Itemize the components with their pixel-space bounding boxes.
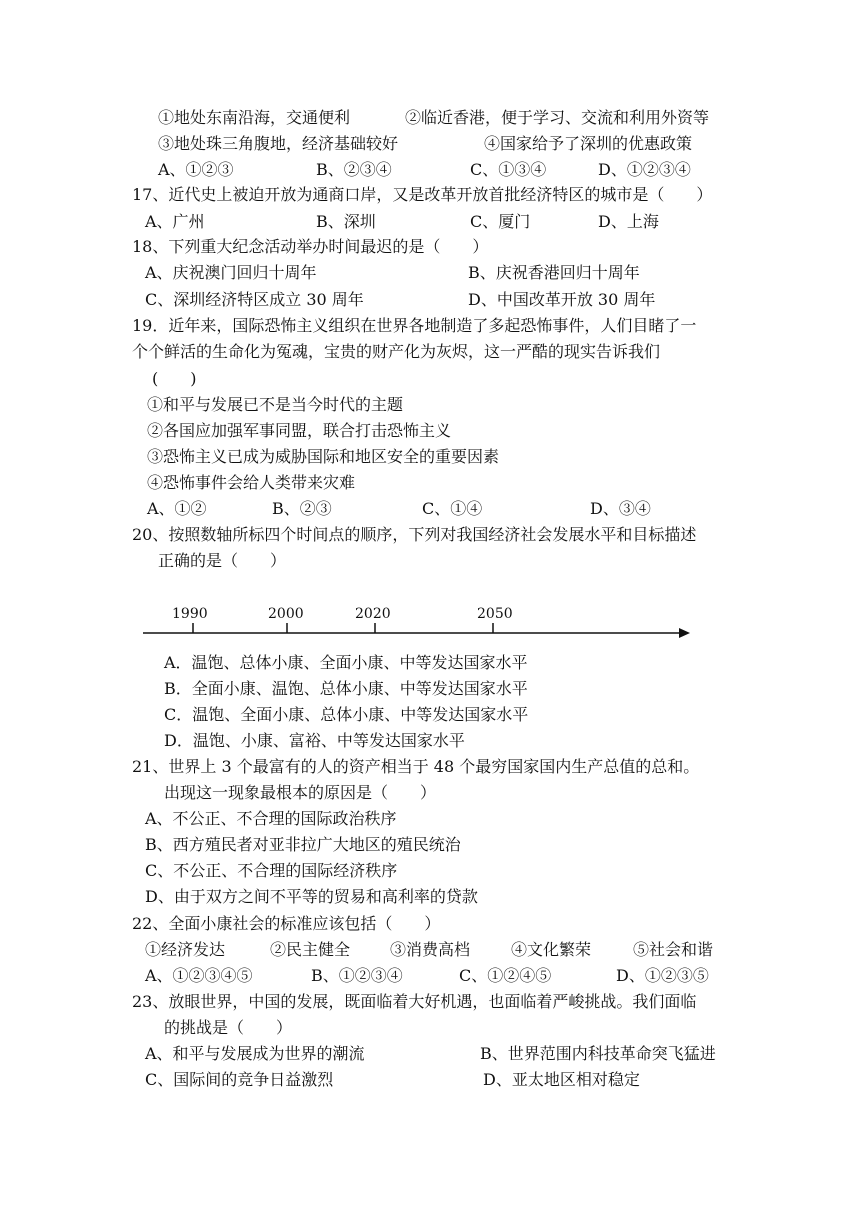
q19-choice-d: D、③④ xyxy=(590,499,651,518)
q21-stem-line-2: 出现这一现象最根本的原因是（ ） xyxy=(164,783,437,802)
q19-option-1: ①和平与发展已不是当今时代的主题 xyxy=(147,395,404,414)
timeline-label-2050: 2050 xyxy=(477,606,513,622)
q16-option-3: ③地处珠三角腹地，经济基础较好 xyxy=(158,134,399,153)
q17-choice-c: C、厦门 xyxy=(470,212,531,231)
q19-option-2: ②各国应加强军事同盟，联合打击恐怖主义 xyxy=(147,421,452,440)
q23-choice-a: A、和平与发展成为世界的潮流 xyxy=(145,1044,365,1063)
q21-stem-line-1: 21、世界上 3 个最富有的人的资产相当于 48 个最穷国家国内生产总值的总和。 xyxy=(132,757,700,776)
q16-choice-d: D、①②③④ xyxy=(598,160,691,179)
q16-option-4: ④国家给予了深圳的优惠政策 xyxy=(484,134,693,153)
q22-option-5: ⑤社会和谐 xyxy=(633,940,714,959)
timeline-arrow-head xyxy=(679,628,690,638)
q16-choice-b: B、②③④ xyxy=(316,160,392,179)
q16-option-2: ②临近香港，便于学习、交流和利用外资等 xyxy=(405,108,710,127)
q16-option-1: ①地处东南沿海，交通便利 xyxy=(158,108,351,127)
q20-choice-b: B．全面小康、温饱、总体小康、中等发达国家水平 xyxy=(164,679,528,698)
q18-stem: 18、下列重大纪念活动举办时间最迟的是（ ） xyxy=(132,237,489,256)
q17-choice-d: D、上海 xyxy=(598,212,659,231)
q23-choice-b: B、世界范围内科技革命突飞猛进 xyxy=(480,1044,716,1063)
q23-stem-line-2: 的挑战是（ ） xyxy=(164,1018,293,1037)
q19-choice-c: C、①④ xyxy=(422,499,483,518)
q18-choice-c: C、深圳经济特区成立 30 周年 xyxy=(145,290,364,309)
timeline-label-2020: 2020 xyxy=(355,606,391,622)
q19-choice-b: B、②③ xyxy=(272,499,332,518)
q23-choice-d: D、亚太地区相对稳定 xyxy=(483,1070,640,1089)
q19-option-4: ④恐怖事件会给人类带来灾难 xyxy=(147,473,356,492)
q21-choice-b: B、西方殖民者对亚非拉广大地区的殖民统治 xyxy=(145,835,461,854)
q22-stem: 22、全面小康社会的标准应该包括（ ） xyxy=(132,914,441,933)
q20-choice-d: D．温饱、小康、富裕、中等发达国家水平 xyxy=(164,731,465,750)
q22-option-3: ③消费高档 xyxy=(390,940,471,959)
q20-stem-line-2: 正确的是（ ） xyxy=(158,551,287,570)
q22-option-2: ②民主健全 xyxy=(270,940,351,959)
q20-choice-c: C．温饱、全面小康、总体小康、中等发达国家水平 xyxy=(164,705,529,724)
q18-choice-a: A、庆祝澳门回归十周年 xyxy=(145,263,317,282)
timeline-label-2000: 2000 xyxy=(268,606,304,622)
q17-stem: 17、近代史上被迫开放为通商口岸，又是改革开放首批经济特区的城市是（ ） xyxy=(132,185,713,204)
q19-stem-line-1: 19．近年来，国际恐怖主义组织在世界各地制造了多起恐怖事件，人们目睹了一 xyxy=(132,316,697,335)
q21-choice-d: D、由于双方之间不平等的贸易和高利率的贷款 xyxy=(145,887,478,906)
q23-stem-line-1: 23、放眼世界，中国的发展，既面临着大好机遇，也面临着严峻挑战。我们面临 xyxy=(132,992,697,1011)
q19-answer-paren: ( ) xyxy=(152,369,197,388)
q22-choice-d: D、①②③⑤ xyxy=(616,966,709,985)
q22-option-1: ①经济发达 xyxy=(145,940,226,959)
q17-choice-b: B、深圳 xyxy=(316,212,376,231)
q20-stem-line-1: 20、按照数轴所标四个时间点的顺序，下列对我国经济社会发展水平和目标描述 xyxy=(132,525,697,544)
q16-choice-a: A、①②③ xyxy=(158,160,234,179)
q19-stem-line-2: 个个鲜活的生命化为冤魂，宝贵的财产化为灰烬，这一严酷的现实告诉我们 xyxy=(132,342,661,361)
q22-choice-b: B、①②③④ xyxy=(311,966,403,985)
q18-choice-d: D、中国改革开放 30 周年 xyxy=(468,290,656,309)
q20-choice-a: A．温饱、总体小康、全面小康、中等发达国家水平 xyxy=(164,653,528,672)
q21-choice-c: C、不公正、不合理的国际经济秩序 xyxy=(145,861,398,880)
q23-choice-c: C、国际间的竞争日益激烈 xyxy=(145,1070,334,1089)
q22-choice-a: A、①②③④⑤ xyxy=(145,966,253,985)
q22-option-4: ④文化繁荣 xyxy=(511,940,592,959)
q22-choice-c: C、①②④⑤ xyxy=(459,966,552,985)
q19-option-3: ③恐怖主义已成为威胁国际和地区安全的重要因素 xyxy=(147,447,500,466)
q19-choice-a: A、①② xyxy=(147,499,207,518)
q16-choice-c: C、①③④ xyxy=(470,160,547,179)
q21-choice-a: A、不公正、不合理的国际政治秩序 xyxy=(145,809,397,828)
q18-choice-b: B、庆祝香港回归十周年 xyxy=(468,263,640,282)
timeline-label-1990: 1990 xyxy=(172,606,208,622)
q17-choice-a: A、广州 xyxy=(145,212,205,231)
